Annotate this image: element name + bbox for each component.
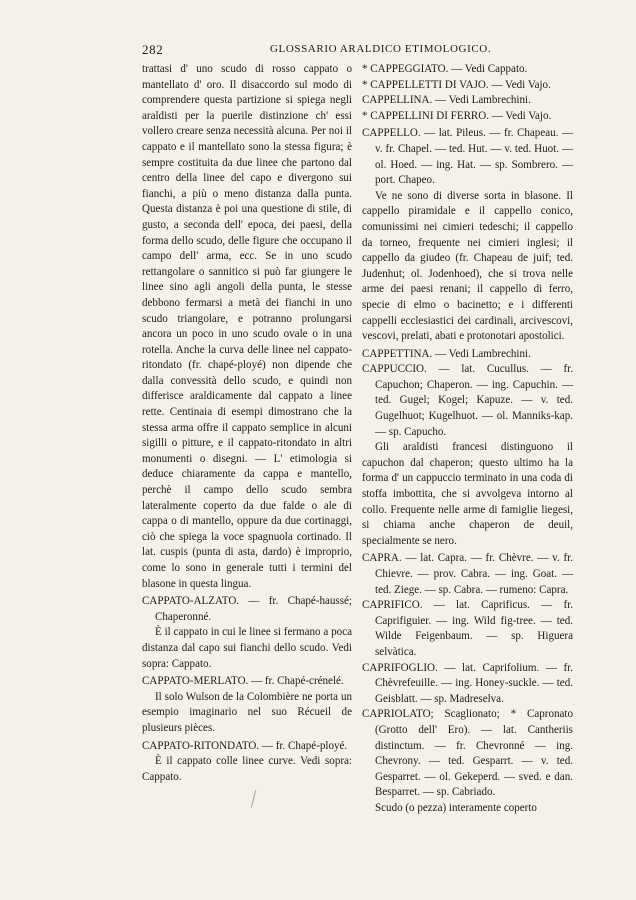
entry-cappeggiato: * CAPPEGGIATO. — Vedi Cappato.: [362, 63, 528, 75]
entry-cappellini-di-ferro: * CAPPELLINI DI FERRO. — Vedi Vajo.: [362, 109, 552, 122]
paragraph-cappato-merlato: Il solo Wulson de la Colombière ne porta un esempio imaginario nel suo Récueil de plusieurs pièces.: [142, 690, 352, 734]
entry-cappato-ritondato: CAPPATO-RITONDATO. — fr. Chapé-ployé.: [142, 739, 348, 752]
paragraph-cappello: Ve ne sono di diverse sorta in blasone. Il cappello piramidale e il cappello conico, comunissimi nei cimieri tedeschi; il cappello da torneo, frequente nei cimieri inglesi; il cappello da giudeo (fr. Chapeau de juif; ted. Judenhut; ol. Jodenhoed), che si trova nelle arme dei paesi renani; il cappello di ferro, specie di elmo o bacinetto; e i differenti cappelli ecclesiastici dei cardinali, arcivescovi, vescovi, prelati, abati e protonotari apostolici.: [362, 189, 573, 343]
pencil-mark: [251, 790, 258, 808]
entry-caprifico: CAPRIFICO. — lat. Caprificus. — fr. Caprifiguier. — ing. Wild fig-tree. — ted. Wilde Feigenbaum. — sp. Higuera selvàtica.: [362, 599, 573, 658]
entry-cappettina: CAPPETTINA. — Vedi Lambrechini.: [362, 347, 531, 360]
running-title: GLOSSARIO ARALDICO ETIMOLOGICO.: [270, 43, 492, 55]
left-column: [142, 62, 352, 785]
page-number: 282: [142, 42, 164, 57]
paragraph-cappato-continued: trattasi d' uno scudo di rosso cappato o mantellato d' oro. Il disaccordo sul modo di comprendere questa partizione si spiega negli araldisti per la puerile distinzione ch' essi vollero creare senza necessità alcuna. Per noi il cappato e il mantellato sono la stessa figura; è sempre costituita da due linee che partono dal centro della linee del capo e divergono sui fianchi, a più o meno distanza dalla punta. Questa distanza è poi una questione di stile, di gusto, a seconda dell' epoca, dei paesi, della forma dello scudo, delle figure che occupano il campo dell' arma, ecc. Se in uno scudo rettangolare o sannitico si può far giungere le linee sino agli angoli della punta, le stesse debbono fermarsi a metà dei fianchi in uno scudo triangolare, e potranno prolungarsi ancora un poco in uno scudo ovale o in una rotella. Anche la curva delle linee nel cappato-ritondato (fr. chapé-ployé) non dipende che dalla convessità dello scudo, e quindi non differisce araldicamente dal cappato a linee rette. Centinaia di esempi dimostrano che la stessa arma offre il cappato semplice in alcuni sigilli o pitture, e il cappato-ritondato in altri monumenti o disegni. — L' etimologia si deduce chiaramente da cappa e mantello, perchè il campo dello scudo sembra lateralmente coperto da due falde o ale di cappa o di mantello, oppure da due cortinaggi, ciò che spiega la voce spagnuola cortinado. Il lat. cuspis (punta di asta, dardo) è improprio, come lo sono in generale tutti i termini del blasone in questa lingua.: [142, 63, 352, 590]
paragraph-cappato-ritondato: È il cappato colle linee curve. Vedi sopra: Cappato.: [142, 755, 352, 783]
entry-cappuccio: CAPPUCCIO. — lat. Cucullus. — fr. Capuchon; Chaperon. — ing. Capuchin. — ted. Gugel; Kogel; Kapuze. — v. ted. Gugelhuot; Kugelhuot. — ol. Manniks-kap. — sp. Capucho.: [362, 363, 573, 438]
paragraph-cappato-alzato: È il cappato in cui le linee si fermano a poca distanza dal capo sui fianchi dello scudo. Vedi sopra: Cappato.: [142, 626, 352, 670]
entry-capriolato: CAPRIOLATO; Scaglionato; * Capronato (Grotto dell' Ero). — lat. Cantheriis distinctum. — fr. Chevronné — ing. Chevrony. — ted. Gesparrt. — v. ted. Gesparret. — ol. Gekeperd. — sved. e dan. Besparret. — sp. Cabriado.: [362, 708, 573, 799]
paragraph-cappuccio: Gli araldisti francesi distinguono il capuchon dal chaperon; questo ultimo ha la forma d' un cappuccio terminato in una coda di stoffa imbottita, che si avvolgeva intorno al collo. Frequente nelle arme di famiglie liegesi, si chiama anche chaperon de deuil, specialmente se nero.: [362, 441, 573, 547]
paragraph-capriolato: Scudo (o pezza) interamente coperto: [375, 801, 537, 814]
entry-cappato-alzato: CAPPATO-ALZATO. — fr. Chapé-haussé; Chaperonné.: [142, 595, 352, 623]
entry-cappato-merlato: CAPPATO-MERLATO. — fr. Chapé-crénelé.: [142, 675, 344, 688]
right-column: [362, 62, 573, 817]
entry-cappelletti-di-vajo: * CAPPELLETTI DI VAJO. — Vedi Vajo.: [362, 78, 551, 91]
entry-cappellina: CAPPELLINA. — Vedi Lambrechini.: [362, 94, 531, 107]
entry-capra: CAPRA. — lat. Capra. — fr. Chèvre. — v. fr. Chievre. — prov. Cabra. — ing. Goat. — ted. Ziege. — sp. Cabra. — rumeno: Capra.: [362, 552, 573, 596]
entry-cappello: CAPPELLO. — lat. Pileus. — fr. Chapeau. — v. fr. Chapel. — ted. Hut. — v. ted. Huot. — ol. Hoed. — ing. Hat. — sp. Sombrero. — port. Chapeo.: [362, 127, 573, 187]
entry-caprifoglio: CAPRIFOGLIO. — lat. Caprifolium. — fr. Chèvrefeuille. — ing. Honey-suckle. — ted. Geisblatt. — sp. Madreselva.: [362, 661, 573, 705]
